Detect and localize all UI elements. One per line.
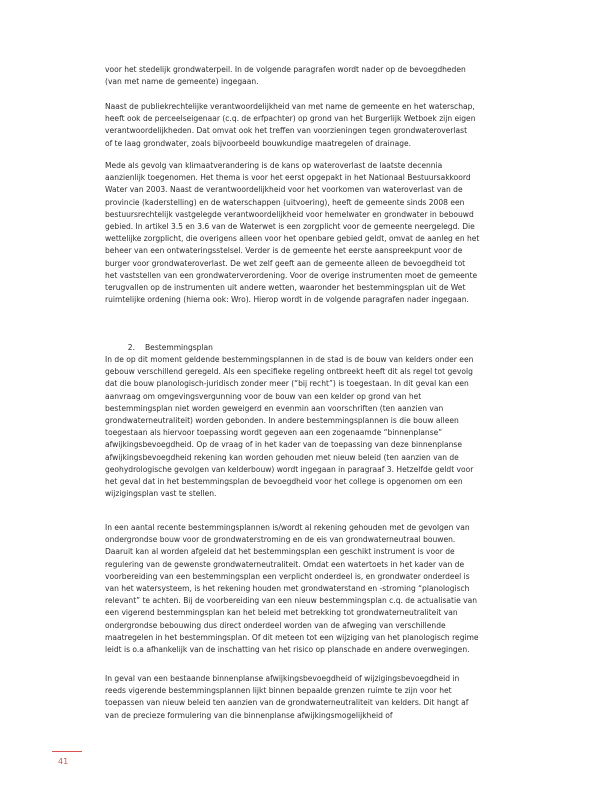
paragraph-line: Mede als gevolg van klimaatverandering is de kans op wateroverlast de laatste decennia <box>105 161 443 170</box>
paragraph-line: aanvraag om omgevingsvergunning voor de bouw van een kelder op grond van het <box>105 391 422 401</box>
paragraph-line: regulering van de gewenste grondwaterneutraliteit. Omdat een watertoets in het kader van de <box>105 559 465 569</box>
paragraph-line: relevant” te achten. Bij de voorbereiding van een nieuw bestemmingsplan c.q. de actualisatie van <box>105 596 477 606</box>
paragraph-line: Water van 2003. Naast de verantwoordelijkheid voor het voorkomen van wateroverlast van de <box>105 185 463 195</box>
paragraph-line: (van met name de gemeente) ingegaan. <box>105 77 259 87</box>
paragraph-line: geohydrologische gevolgen van kelderbouw) wordt ingegaan in paragraaf 3. Hetzelfde geldt voor <box>105 464 474 474</box>
paragraph-line: Naast de publiekrechtelijke verantwoordelijkheid van met name de gemeente en het waterschap, <box>105 102 475 111</box>
paragraph-line: een vigerend bestemmingsplan kan het beleid met betrekking tot grondwaterneutraliteit van <box>105 608 458 618</box>
paragraph-line: terugvallen op de instrumenten uit andere wetten, waaronder het bestemmingsplan uit de Wet <box>105 283 466 293</box>
paragraph-line: Daaruit kan al worden afgeleid dat het bestemmingsplan een geschikt instrument is voor de <box>105 547 455 557</box>
paragraph-line: dat die bouw planologisch-juridisch zonder meer (“bij recht”) is toegestaan. In dit geval kan een <box>105 379 469 389</box>
paragraph-line: ondergrondse bebouwing dus direct onderdeel worden van de afweging van verschillende <box>105 620 446 630</box>
paragraph-line: wettelijke zorgplicht, die overigens alleen voor het openbare gebied geldt, omvat de aanleg en het <box>105 234 480 244</box>
paragraph-line: afwijkingsbevoegdheid. Op de vraag of in het kader van de toepassing van deze binnenplanse <box>105 440 462 450</box>
paragraph-line: voorbereiding van een bestemmingsplan een verplicht onderdeel is, en grondwater onderdeel is <box>105 571 470 581</box>
paragraph-line: verantwoordelijkheden. Dat omvat ook het treffen van voorzieningen tegen grondwateroverlast <box>105 126 468 136</box>
paragraph-line: maatregelen in het bestemmingsplan. Of dit meteen tot een wijziging van het planologisch regime <box>105 632 479 642</box>
paragraph-line: ruimtelijke ordening (hierna ook: Wro). Hierop wordt in de volgende paragrafen nader ingegaan. <box>105 295 469 305</box>
paragraph-current-zoning-plans <box>105 354 525 500</box>
paragraph-line: In geval van een bestaande binnenplanse afwijkingsbevoegdheid of wijzigingsbevoegdheid in <box>105 674 460 683</box>
paragraph-line: wijzigingsplan vast te stellen. <box>105 489 217 499</box>
paragraph-line: aanzienlijk toegenomen. Het thema is voor het eerst opgepakt in het Nationaal Bestuursakkoord <box>105 173 471 183</box>
paragraph-line: In de op dit moment geldende bestemmingsplannen in de stad is de bouw van kelders onder een <box>105 355 474 364</box>
section-title: Bestemmingsplan <box>145 343 213 352</box>
paragraph-owner-responsibility <box>105 101 525 150</box>
paragraph-line: het geval dat in het bestemmingsplan de bevoegdheid voor het college is opgenomen om een <box>105 477 463 487</box>
paragraph-line: burger voor grondwateroverlast. De wet zelf geeft aan de gemeente alleen de bevoegdheid tot <box>105 258 466 268</box>
paragraph-line: van het watersysteem, is het rekening houden met grondwaterstand en -stroming “planologisch <box>105 584 470 594</box>
paragraph-existing-deviation-powers <box>105 673 525 722</box>
section-number: 2. <box>127 343 135 352</box>
paragraph-line: voor het stedelijk grondwaterpeil. In de volgende paragrafen wordt nader op de bevoegdheden <box>105 65 466 74</box>
footer-divider <box>52 751 82 752</box>
section-heading <box>105 342 525 354</box>
paragraph-line: ondergrondse bouw voor de grondwaterstroming en de eis van grondwaterneutraal bouwen. <box>105 535 456 545</box>
paragraph-line: grondwaterneutraliteit) worden gebonden. In andere bestemmingsplannen is die bouw alleen <box>105 416 459 426</box>
paragraph-line: gebied. In artikel 3.5 en 3.6 van de Waterwet is een zorgplicht voor de gemeente neergelegd. Die <box>105 222 475 232</box>
paragraph-recent-zoning-plans <box>105 522 525 656</box>
paragraph-climate-change <box>105 160 525 306</box>
page-number: 41 <box>58 757 69 766</box>
paragraph-line: of te laag grondwater, zoals bijvoorbeeld bouwkundige maatregelen of drainage. <box>105 138 412 148</box>
paragraph-line: provincie (kaderstelling) en de waterschappen (uitvoering), heeft de gemeente sinds 2008 een <box>105 197 465 207</box>
paragraph-line: het vaststellen van een grondwaterverordening. Voor de overige instrumenten moet de gemeente <box>105 270 478 280</box>
paragraph-line: beheer van een ontwateringsstelsel. Verder is de gemeente het eerste aanspreekpunt voor de <box>105 246 463 256</box>
paragraph-line: leidt is o.a afhankelijk van de inschatting van het risico op planschade en andere overwegingen. <box>105 645 470 655</box>
paragraph-intro-continuation <box>105 64 525 88</box>
paragraph-line: toegestaan als hiervoor toepassing wordt gegeven aan een zogenaamde “binnenplanse” <box>105 428 443 438</box>
paragraph-line: afwijkingsbevoegdheid rekening kan worden gehouden met nieuw beleid (ten aanzien van de <box>105 452 459 462</box>
paragraph-line: heeft ook de perceelseigenaar (c.q. de erfpachter) op grond van het Burgerlijk Wetboek zijn eigen <box>105 114 476 124</box>
paragraph-line: gebouw verschillend geregeld. Als een specifieke regeling ontbreekt heeft dit als regel tot gevolg <box>105 367 473 377</box>
paragraph-line: bestemmingsplan niet worden geweigerd en evenmin aan voorschriften (ten aanzien van <box>105 403 444 413</box>
paragraph-line: bestuursrechtelijk vastgelegde verantwoordelijkheid voor hemelwater en grondwater in bebouwd <box>105 209 474 219</box>
paragraph-line: toepassen van nieuw beleid ten aanzien van de grondwaterneutraliteit van kelders. Dit hangt af <box>105 698 469 708</box>
paragraph-line: reeds vigerende bestemmingsplannen lijkt binnen bepaalde grenzen ruimte te zijn voor het <box>105 686 452 696</box>
paragraph-line: van de precieze formulering van die binnenplanse afwijkingsmogelijkheid of <box>105 710 393 720</box>
paragraph-line: In een aantal recente bestemmingsplannen is/wordt al rekening gehouden met de gevolgen van <box>105 523 470 532</box>
